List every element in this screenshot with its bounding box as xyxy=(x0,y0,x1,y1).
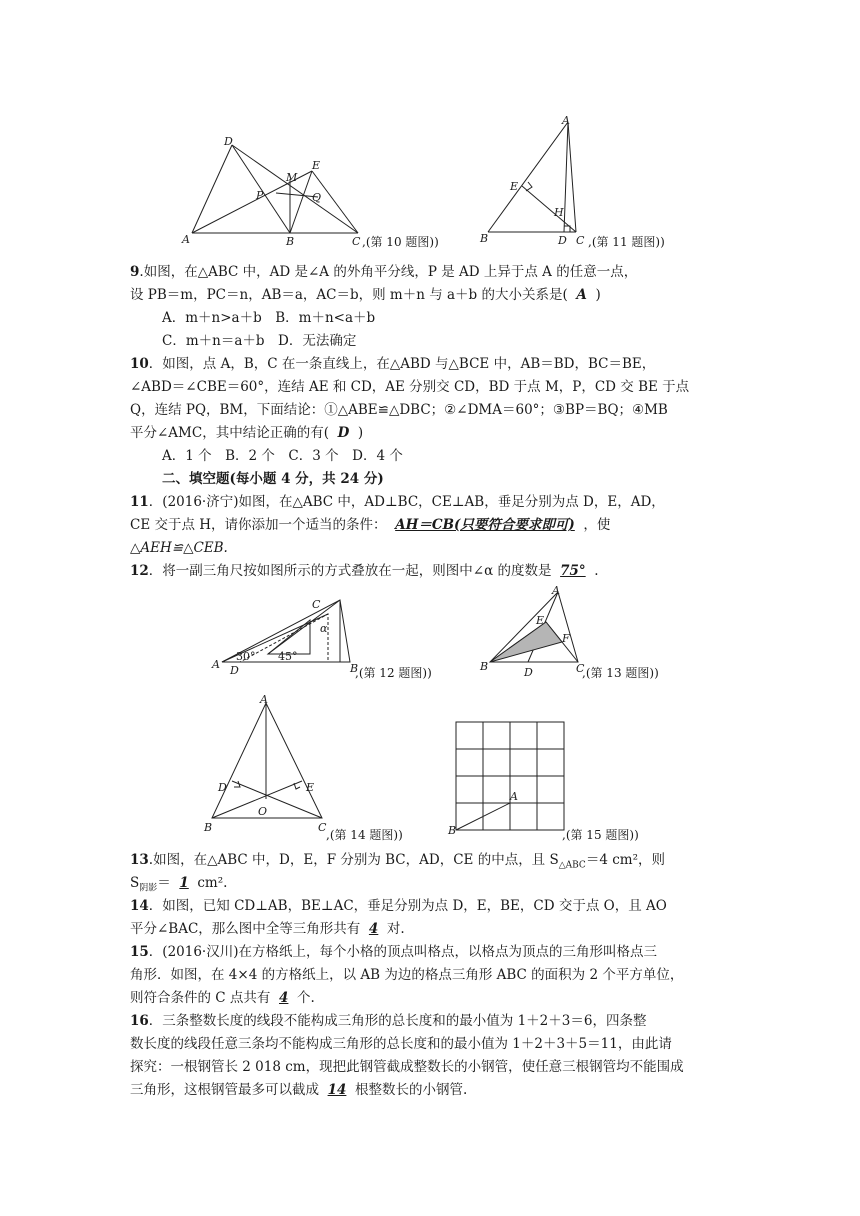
question-16-text-1: ．三条整数长度的线段不能构成三角形的总长度和的最小值为 1＋2＋3＝6，四条整 xyxy=(148,1013,647,1029)
question-13-sub-shade: 阴影 xyxy=(139,883,158,894)
question-16-text-2: 数长度的线段任意三条均不能构成三角形的总长度和的最小值为 1＋2＋3＋5＝11，由此请 xyxy=(130,1036,672,1052)
question-10-text-1: ．如图，点 A，B，C 在一条直线上，在△ABD 与△BCE 中，AB＝BD，BC＝BE， xyxy=(148,356,656,372)
fig12-label-b: B xyxy=(350,662,359,675)
fig13-label-a: A xyxy=(552,584,560,597)
question-16-text-4b: 根整数长的小钢管. xyxy=(354,1082,468,1098)
question-13-unit: cm². xyxy=(197,875,228,891)
fig13-label-e: E xyxy=(536,614,545,627)
question-11-text-3: △AEH≌△CEB. xyxy=(130,540,228,556)
question-9-line-2 xyxy=(130,285,601,305)
fig12-label-alpha: α xyxy=(320,622,328,635)
question-15-text-3: 则符合条件的 C 点共有 xyxy=(130,990,271,1006)
question-11-text-1: ．(2016·济宁)如图，在△ABC 中，AD⊥BC，CE⊥AB，垂足分别为点 D，E，AD， xyxy=(148,494,665,510)
question-11-text-2b: ，使 xyxy=(583,517,611,533)
fig13-label-f: F xyxy=(562,632,570,645)
fig14-label-b: B xyxy=(204,821,213,834)
question-10-number: 10 xyxy=(130,356,149,372)
question-16-answer: 14 xyxy=(327,1082,347,1098)
figure-13-caption: ,(第 13 题图)) xyxy=(582,666,659,680)
question-10-text-2: ∠ABD＝∠CBE＝60°，连结 AE 和 CD，AE 分别交 CD，BD 于点 M，P，CD 交 BE 于点 xyxy=(130,379,690,395)
figure-15 xyxy=(448,718,568,838)
question-12-period: . xyxy=(594,563,599,579)
question-13-sub-abc: △ABC xyxy=(558,860,586,871)
fig11-label-h: H xyxy=(554,206,564,219)
question-12-answer: 75° xyxy=(560,563,586,579)
question-13-text-1: .如图，在△ABC 中，D，E，F 分别为 BC，AD，CE 的中点，且 S xyxy=(148,852,559,868)
question-15-text-3b: 个. xyxy=(297,990,315,1006)
section-2-heading: 二、填空题(每小题 4 分，共 24 分) xyxy=(162,471,384,487)
question-14-text-2: 平分∠BAC，那么图中全等三角形共有 xyxy=(130,921,361,937)
fig11-label-b: B xyxy=(480,232,489,245)
fig13-label-b: B xyxy=(480,660,489,673)
question-11-number: 11 xyxy=(130,494,149,510)
fig11-label-d: D xyxy=(558,234,567,247)
figure-12 xyxy=(210,592,370,677)
question-15-text-1: ．(2016·汉川)在方格纸上，每个小格的顶点叫格点，以格点为顶点的三角形叫格点三 xyxy=(148,944,657,960)
question-16-text-3: 探究：一根钢管长 2 018 cm，现把此钢管截成整数长的小钢管，使任意三根钢管均不能围成 xyxy=(130,1059,684,1075)
question-15-number: 15 xyxy=(130,944,149,960)
question-9-options-1: A．m＋n>a＋b B．m＋n<a＋b xyxy=(162,310,376,326)
fig12-label-a: A xyxy=(212,658,220,671)
question-16-text-4: 三角形，这根钢管最多可以截成 xyxy=(130,1082,319,1098)
question-10-close-paren: ) xyxy=(357,425,364,441)
question-10-answer: D xyxy=(337,425,350,441)
question-9-number: 9 xyxy=(130,264,140,280)
question-10-text-3: Q，连结 PQ，BM，下面结论：①△ABE≌△DBC；②∠DMA＝60°；③BP＝BQ；④MB xyxy=(130,402,668,418)
figure-10 xyxy=(180,135,370,250)
fig11-label-c: C xyxy=(576,234,585,247)
question-10-options: A．1 个 B．2 个 C．3 个 D．4 个 xyxy=(162,448,403,464)
question-15-text-2: 角形．如图，在 4×4 的方格纸上，以 AB 为边的格点三角形 ABC 的面积为 2 个平方单位， xyxy=(130,967,684,983)
figure-13 xyxy=(478,582,598,677)
question-14-text-1: ．如图，已知 CD⊥AB，BE⊥AC，垂足分别为点 D，E，BE，CD 交于点 O，且 AO xyxy=(148,898,667,914)
fig14-label-c: C xyxy=(318,821,327,834)
fig10-label-m: M xyxy=(286,171,298,184)
question-14-line-1 xyxy=(130,896,667,916)
fig12-label-45: 45° xyxy=(278,650,298,663)
question-10-line-1 xyxy=(130,354,655,374)
question-10-line-4 xyxy=(130,423,363,443)
question-12-text-1: ．将一副三角尺按如图所示的方式叠放在一起，则图中∠α 的度数是 xyxy=(148,563,552,579)
fig10-label-c: C xyxy=(352,235,361,248)
fig10-label-p: P xyxy=(256,189,264,202)
figure-11-caption: ,(第 11 题图)) xyxy=(588,235,665,249)
question-16-number: 16 xyxy=(130,1013,149,1029)
fig11-label-e: E xyxy=(510,180,519,193)
fig12-label-c: C xyxy=(312,598,321,611)
fig14-label-o: O xyxy=(258,805,268,818)
question-14-text-2b: 对. xyxy=(386,921,405,937)
question-11-answer: AH＝CB(只要符合要求即可) xyxy=(395,517,575,533)
question-13-line-1 xyxy=(130,850,665,876)
fig10-label-b: B xyxy=(286,235,295,248)
figure-14-caption: ,(第 14 题图)) xyxy=(326,828,403,842)
fig10-label-q: Q xyxy=(312,191,322,204)
question-9-close-paren: ) xyxy=(595,287,601,303)
question-13-eq: ＝ xyxy=(157,875,171,891)
fig12-label-d: D xyxy=(230,664,239,677)
question-13-text-1b: ＝4 cm²，则 xyxy=(585,852,665,868)
question-9-options-2: C．m＋n＝a＋b D．无法确定 xyxy=(162,333,357,349)
fig12-label-30: 30° xyxy=(236,650,256,663)
question-12-line-1 xyxy=(130,561,599,581)
question-9-text-2: 设 PB＝m，PC＝n，AB＝a，AC＝b，则 m＋n 与 a＋b 的大小关系是( xyxy=(130,287,568,303)
question-10-text-4: 平分∠AMC，其中结论正确的有( xyxy=(130,425,329,441)
fig10-label-a: A xyxy=(182,233,190,246)
fig13-label-d: D xyxy=(524,666,533,679)
fig13-label-c: C xyxy=(576,662,585,675)
fig15-label-a: A xyxy=(510,790,518,803)
question-13-answer: 1 xyxy=(179,875,189,891)
fig14-label-d: D xyxy=(218,781,227,794)
fig15-label-b: B xyxy=(448,824,457,837)
question-16-line-1 xyxy=(130,1011,646,1031)
question-15-answer: 4 xyxy=(279,990,289,1006)
question-12-number: 12 xyxy=(130,563,149,579)
question-13-s: S xyxy=(130,875,140,891)
question-14-line-2 xyxy=(130,919,405,939)
figure-10-caption: ,(第 10 题图)) xyxy=(362,235,439,249)
figure-12-caption: ,(第 12 题图)) xyxy=(355,666,432,680)
question-13-line-2 xyxy=(130,873,227,899)
question-11-line-2 xyxy=(130,515,610,535)
figure-14 xyxy=(198,693,338,841)
question-9-line-1 xyxy=(130,262,637,282)
fig14-label-e: E xyxy=(306,781,315,794)
question-13-number: 13 xyxy=(130,852,149,868)
fig10-label-e: E xyxy=(312,159,321,172)
question-15-line-1 xyxy=(130,942,657,962)
question-15-line-3 xyxy=(130,988,315,1008)
question-16-line-4 xyxy=(130,1080,467,1100)
question-11-line-1 xyxy=(130,492,665,512)
figure-15-caption: ,(第 15 题图)) xyxy=(562,828,639,842)
fig11-label-a: A xyxy=(562,114,570,127)
figure-11 xyxy=(478,110,588,250)
fig10-label-d: D xyxy=(224,135,233,148)
question-9-text-1: .如图，在△ABC 中，AD 是∠A 的外角平分线，P 是 AD 上异于点 A 的任意一点， xyxy=(139,264,638,280)
question-14-number: 14 xyxy=(130,898,149,914)
question-14-answer: 4 xyxy=(368,921,379,937)
question-11-text-2: CE 交于点 H，请你添加一个适当的条件： xyxy=(130,517,387,533)
fig14-label-a: A xyxy=(260,693,268,706)
question-9-answer: A xyxy=(576,287,587,303)
